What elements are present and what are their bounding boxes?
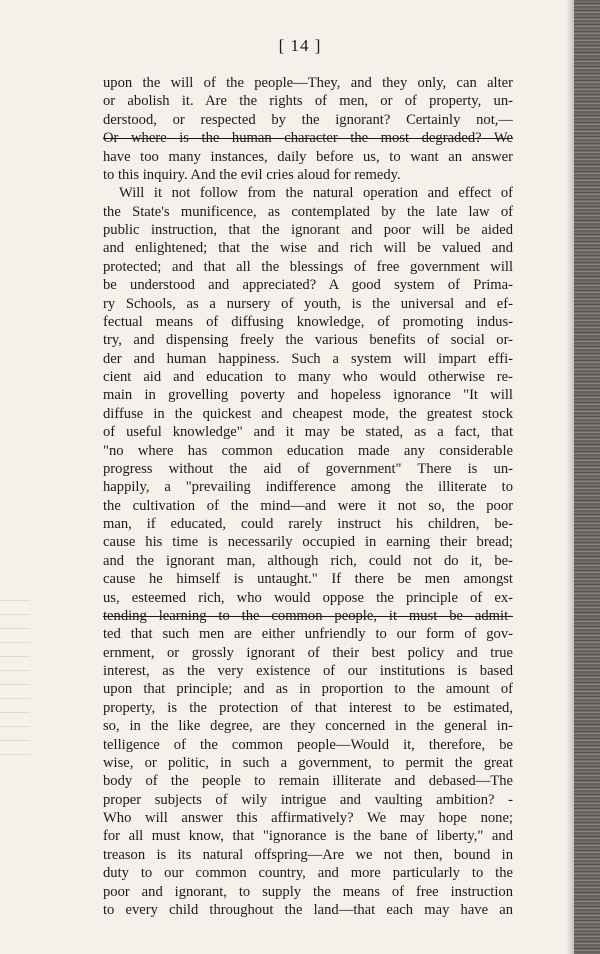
text-line: and enlightened; that the wise and rich will be valued and bbox=[103, 240, 513, 257]
text-line: interest, as the very existence of our institutions is based bbox=[103, 663, 513, 679]
text-line: proper subjects of wily intrigue and vaulting ambition? - bbox=[103, 791, 513, 808]
text-line: ted that such men are either unfriendly to our form of gov- bbox=[103, 626, 513, 643]
text-line: of useful knowledge" and it may be stated, as a fact, that bbox=[103, 424, 513, 441]
text-line: Or where is the human character the most degraded? We bbox=[103, 130, 513, 147]
text-line: to every child throughout the land—that each may have an bbox=[103, 901, 513, 918]
text-line: cient aid and education to many who would otherwise re- bbox=[103, 369, 513, 385]
text-line: try, and dispensing freely the various benefits of social or- bbox=[103, 332, 513, 349]
text-line: upon that principle; and as in proportion to the amount of bbox=[103, 681, 513, 698]
text-line: ernment, or grossly ignorant of their best policy and true bbox=[103, 644, 513, 661]
text-line: upon the will of the people—They, and they only, can alter bbox=[103, 75, 513, 91]
text-line: man, if educated, could rarely instruct his children, be- bbox=[103, 516, 513, 532]
text-line: property, is the protection of that interest to be estimated, bbox=[103, 699, 513, 716]
text-line: Who will answer this affirmatively? We may hope none; bbox=[103, 810, 513, 826]
text-line: or abolish it. Are the rights of men, or of property, un- bbox=[103, 93, 513, 110]
text-line: for all must know, that "ignorance is the bane of liberty," and bbox=[103, 828, 513, 845]
text-line: tending learning to the common people, it must be admit- bbox=[103, 607, 513, 624]
text-line: "no where has common education made any considerable bbox=[103, 442, 513, 459]
page-number: [ 14 ] bbox=[278, 36, 322, 55]
text-line: fectual means of diffusing knowledge, of promoting indus- bbox=[103, 313, 513, 330]
text-line: cause he himself is untaught." If there be men amongst bbox=[103, 571, 513, 588]
text-line: us, esteemed rich, who would oppose the principle of ex- bbox=[103, 589, 513, 606]
binding-shadow bbox=[566, 0, 574, 954]
text-line: happily, a "prevailing indifference among the illiterate to bbox=[103, 479, 513, 496]
text-line: Will it not follow from the natural operation and effect of bbox=[119, 185, 513, 202]
text-line: public instruction, that the ignorant and poor will be aided bbox=[103, 222, 513, 238]
text-line: body of the people to remain illiterate and debased—The bbox=[103, 773, 513, 790]
text-line: progress without the aid of government" There is un- bbox=[103, 460, 513, 477]
text-line: to this inquiry. And the evil cries aloud for remedy. bbox=[103, 166, 401, 183]
text-line: duty to our common country, and more particularly to the bbox=[103, 865, 513, 882]
text-line: the cultivation of the mind—and were it not so, the poor bbox=[103, 497, 513, 514]
text-line: derstood, or respected by the ignorant? Certainly not,— bbox=[103, 111, 513, 128]
text-line: diffuse in the quickest and cheapest mode, the greatest stock bbox=[103, 405, 513, 422]
book-binding-edge bbox=[574, 0, 600, 954]
body-text bbox=[103, 74, 513, 919]
text-line: wise, or politic, in such a government, to permit the great bbox=[103, 754, 513, 771]
text-line: der and human happiness. Such a system will impart effi- bbox=[103, 350, 513, 367]
text-line: and the ignorant man, although rich, could not do it, be- bbox=[103, 552, 513, 569]
text-line: treason is its natural offspring—Are we not then, bound in bbox=[103, 846, 513, 863]
text-line: poor and ignorant, to supply the means of free instruction bbox=[103, 883, 513, 900]
text-line: so, in the like degree, are they concerned in the general in- bbox=[103, 718, 513, 735]
text-line: have too many instances, daily before us, to want an answer bbox=[103, 148, 513, 165]
text-line: main in grovelling poverty and hopeless ignorance "It will bbox=[103, 387, 513, 404]
text-line: be understood and appreciated? A good system of Prima- bbox=[103, 277, 513, 294]
text-line: ry Schools, as a nursery of youth, is the universal and ef- bbox=[103, 295, 513, 312]
margin-marks bbox=[0, 600, 30, 760]
text-line: cause his time is necessarily occupied in earning their bread; bbox=[103, 534, 513, 551]
text-line: protected; and that all the blessings of free government will bbox=[103, 258, 513, 275]
text-line: the State's munificence, as contemplated by the late law of bbox=[103, 203, 513, 220]
text-line: telligence of the common people—Would it, therefore, be bbox=[103, 736, 513, 753]
